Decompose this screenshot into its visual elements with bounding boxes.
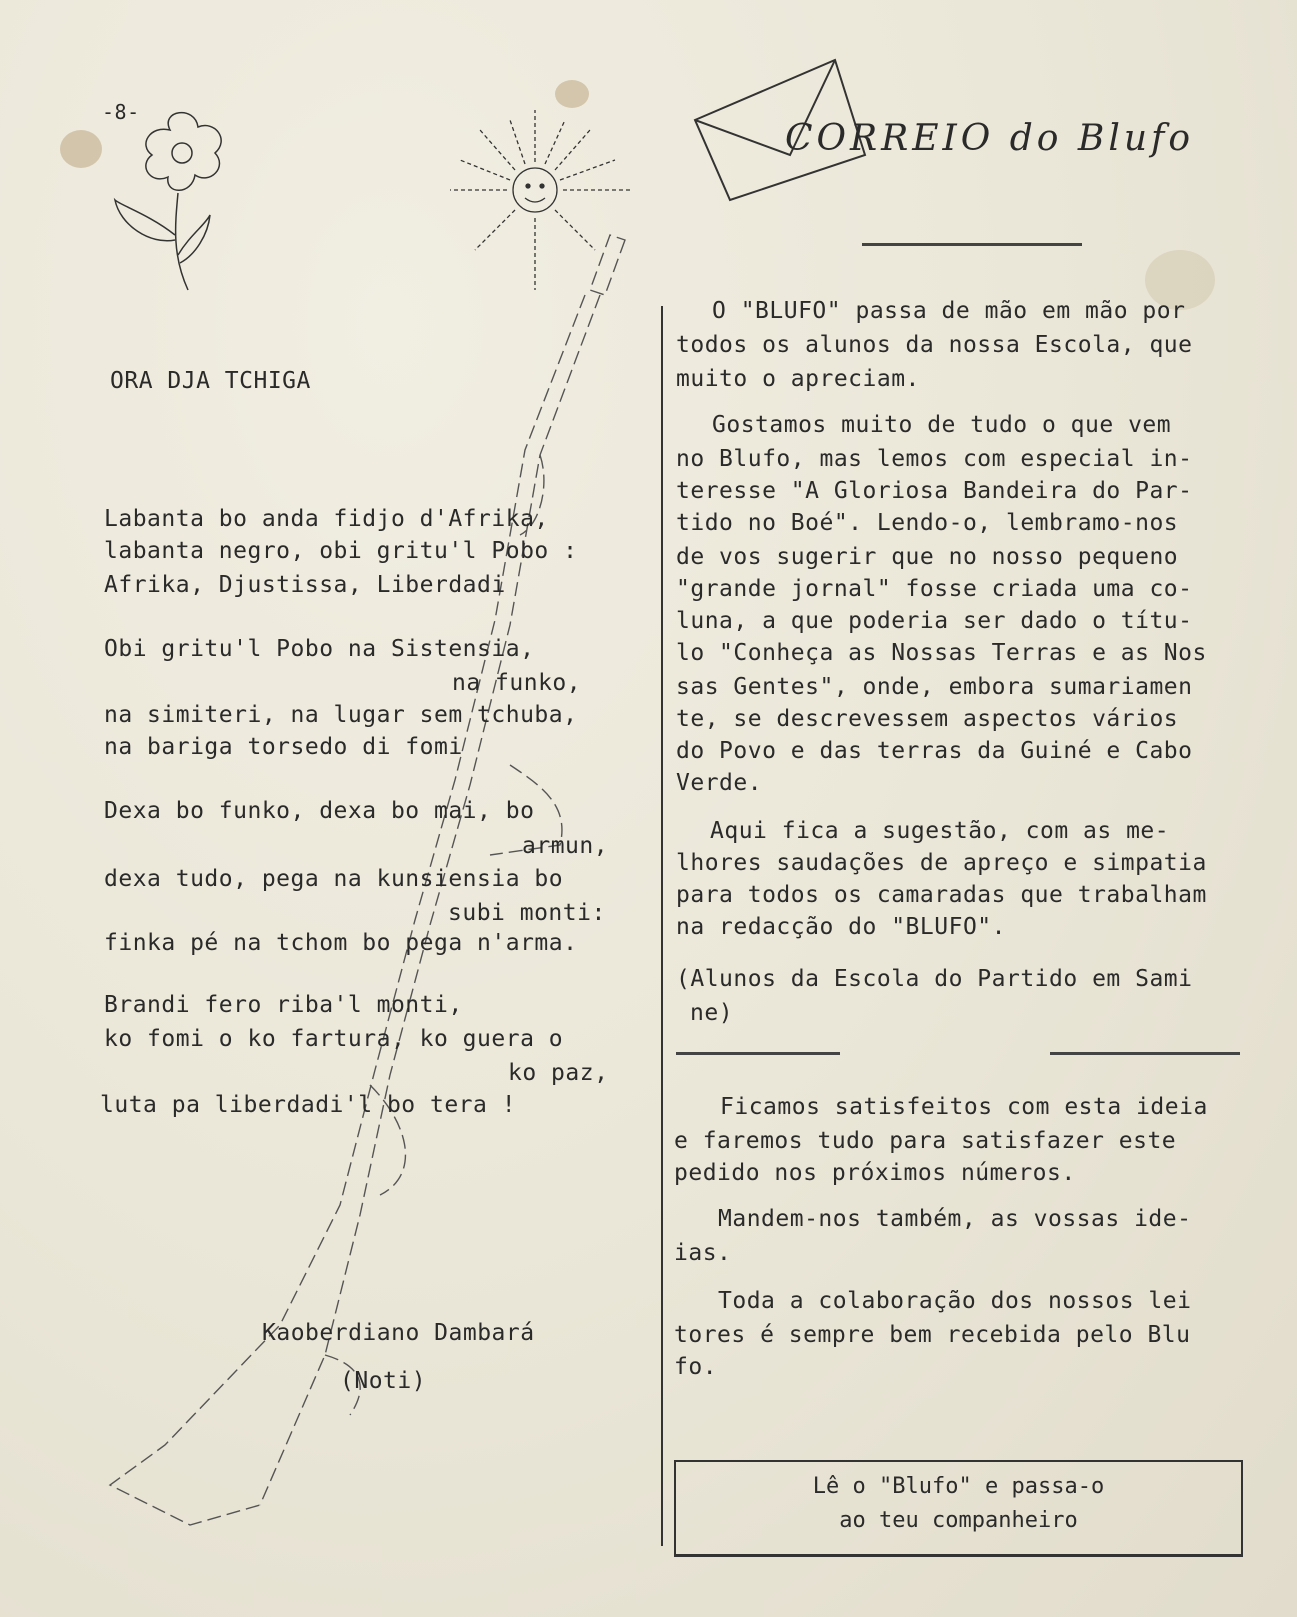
section-divider-left bbox=[676, 1052, 840, 1055]
poem-author: Kaoberdiano Dambará bbox=[262, 1320, 535, 1346]
letter-signature: ne) bbox=[690, 1000, 734, 1026]
callout-line-2: ao teu companheiro bbox=[839, 1508, 1078, 1533]
letter-line: Aqui fica a sugestão, com as me- bbox=[710, 818, 1170, 844]
letter-line: lo "Conheça as Nossas Terras e as Nos bbox=[676, 640, 1207, 666]
poem-line: Afrika, Djustissa, Liberdadi bbox=[104, 572, 506, 598]
letter-line: para todos os camaradas que trabalham bbox=[676, 882, 1207, 908]
poem-line: Dexa bo funko, dexa bo mai, bo bbox=[104, 798, 535, 824]
letter-line: O "BLUFO" passa de mão em mão por bbox=[712, 298, 1186, 324]
letter-line: "grande jornal" fosse criada uma co- bbox=[676, 576, 1193, 602]
callout-box bbox=[674, 1460, 1243, 1557]
letter-line: lhores saudações de apreço e simpatia bbox=[676, 850, 1207, 876]
letter-line: tido no Boé". Lendo-o, lembramo-nos bbox=[676, 510, 1179, 536]
callout-line-1: Lê o "Blufo" e passa-o bbox=[812, 1474, 1105, 1499]
reply-line: fo. bbox=[674, 1354, 718, 1380]
poem-line: Obi gritu'l Pobo na Sistensia, bbox=[104, 636, 535, 662]
poem-line: finka pé na tchom bo pega n'arma. bbox=[104, 930, 578, 956]
reply-line: Toda a colaboração dos nossos lei bbox=[718, 1288, 1192, 1314]
section-divider-right bbox=[1050, 1052, 1240, 1055]
header-logo-text: CORREIO do Blufo bbox=[785, 118, 1195, 159]
reply-line: Ficamos satisfeitos com esta ideia bbox=[720, 1094, 1208, 1120]
reply-line: Mandem-nos também, as vossas ide- bbox=[718, 1206, 1192, 1232]
poem-line: ko fomi o ko fartura, ko guera o bbox=[104, 1026, 564, 1052]
poem-author-note: (Noti) bbox=[340, 1368, 427, 1394]
poem-line: labanta negro, obi gritu'l Pobo : bbox=[104, 538, 578, 564]
letter-line: luna, a que poderia ser dado o títu- bbox=[676, 608, 1193, 634]
letter-line: do Povo e das terras da Guiné e Cabo bbox=[676, 738, 1193, 764]
poem-line: na simiteri, na lugar sem tchuba, bbox=[104, 702, 578, 728]
poem-line: luta pa liberdadi'l bo tera ! bbox=[100, 1092, 517, 1118]
poem-line: ko paz, bbox=[508, 1060, 609, 1086]
poem-line: Labanta bo anda fidjo d'Afrika, bbox=[104, 506, 549, 532]
letter-signature: (Alunos da Escola do Partido em Sami bbox=[676, 966, 1193, 992]
reply-line: pedido nos próximos números. bbox=[674, 1160, 1076, 1186]
reply-line: e faremos tudo para satisfazer este bbox=[674, 1128, 1177, 1154]
letter-line: te, se descrevessem aspectos vários bbox=[676, 706, 1179, 732]
letter-line: Gostamos muito de tudo o que vem bbox=[712, 412, 1172, 438]
letter-line: sas Gentes", onde, embora sumariamen bbox=[676, 674, 1193, 700]
reply-line: ias. bbox=[674, 1240, 732, 1266]
letter-line: de vos sugerir que no nosso pequeno bbox=[676, 544, 1179, 570]
page-number: -8- bbox=[102, 100, 140, 124]
ink-stain bbox=[60, 130, 102, 168]
letter-line: todos os alunos da nossa Escola, que bbox=[676, 332, 1193, 358]
letter-line: Verde. bbox=[676, 770, 763, 796]
letter-line: na redacção do "BLUFO". bbox=[676, 914, 1006, 940]
letter-line: no Blufo, mas lemos com especial in- bbox=[676, 446, 1193, 472]
poem-line: subi monti: bbox=[448, 900, 606, 926]
poem-title: ORA DJA TCHIGA bbox=[110, 368, 311, 394]
poem-line: Brandi fero riba'l monti, bbox=[104, 992, 463, 1018]
reply-line: tores é sempre bem recebida pelo Blu bbox=[674, 1322, 1191, 1348]
poem-line: dexa tudo, pega na kunsiensia bo bbox=[104, 866, 564, 892]
poem-line: armun, bbox=[522, 833, 609, 859]
letter-line: teresse "A Gloriosa Bandeira do Par- bbox=[676, 478, 1193, 504]
header-divider bbox=[862, 243, 1082, 246]
poem-line: na funko, bbox=[452, 670, 582, 696]
poem-line: na bariga torsedo di fomi bbox=[104, 734, 463, 760]
column-divider bbox=[661, 306, 663, 1546]
letter-line: muito o apreciam. bbox=[676, 366, 920, 392]
